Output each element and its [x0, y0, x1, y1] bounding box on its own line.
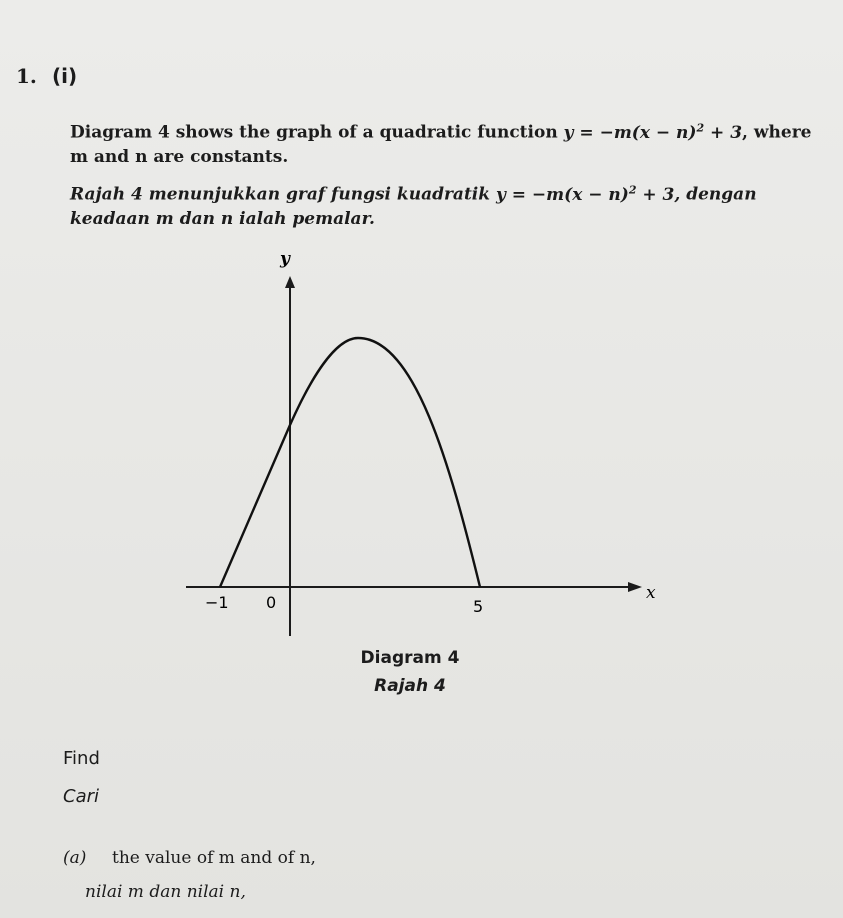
subquestion-a-english: the value of m and of n,	[112, 848, 316, 868]
formula-tail: + 3	[704, 122, 743, 143]
tick-label-neg1: −1	[205, 593, 229, 612]
question-text-english	[70, 116, 830, 169]
question-number: 1.	[16, 64, 37, 88]
diagram-caption-english: Diagram 4	[360, 648, 460, 668]
subquestion-a-label: (a)	[63, 848, 87, 868]
malay-lead: Rajah 4 menunjukkan graf fungsi kuadratik	[70, 184, 491, 205]
parabola-curve	[220, 338, 480, 587]
question-text-malay	[70, 178, 830, 231]
formula-english	[564, 123, 742, 143]
diagram-caption-malay: Rajah 4	[374, 676, 446, 696]
subquestion-a-malay: nilai m dan nilai n,	[85, 882, 246, 902]
formula-tail-ms: + 3	[636, 184, 675, 205]
cari-label: Cari	[63, 786, 99, 807]
english-tail: , where m and n are constants.	[70, 122, 812, 167]
tick-label-zero: 0	[266, 593, 277, 612]
malay-tail: , dengan keadaan m dan n ialah pemalar.	[70, 184, 757, 229]
formula-exponent: 2	[696, 121, 705, 134]
formula-exponent-ms: 2	[628, 183, 637, 196]
english-lead: Diagram 4 shows the graph of a quadratic function	[70, 122, 558, 143]
formula-malay	[496, 185, 674, 205]
quadratic-graph	[180, 250, 680, 650]
y-axis-arrow-icon	[285, 276, 295, 288]
find-label: Find	[63, 748, 100, 769]
y-axis-label: y	[280, 250, 290, 269]
tick-label-five: 5	[473, 597, 484, 616]
x-axis-arrow-icon	[628, 582, 642, 592]
formula-main: y = −m(x − n)	[563, 122, 697, 143]
formula-main-ms: y = −m(x − n)	[495, 184, 629, 205]
x-axis-label: x	[646, 583, 656, 603]
question-part: (i)	[52, 64, 78, 88]
